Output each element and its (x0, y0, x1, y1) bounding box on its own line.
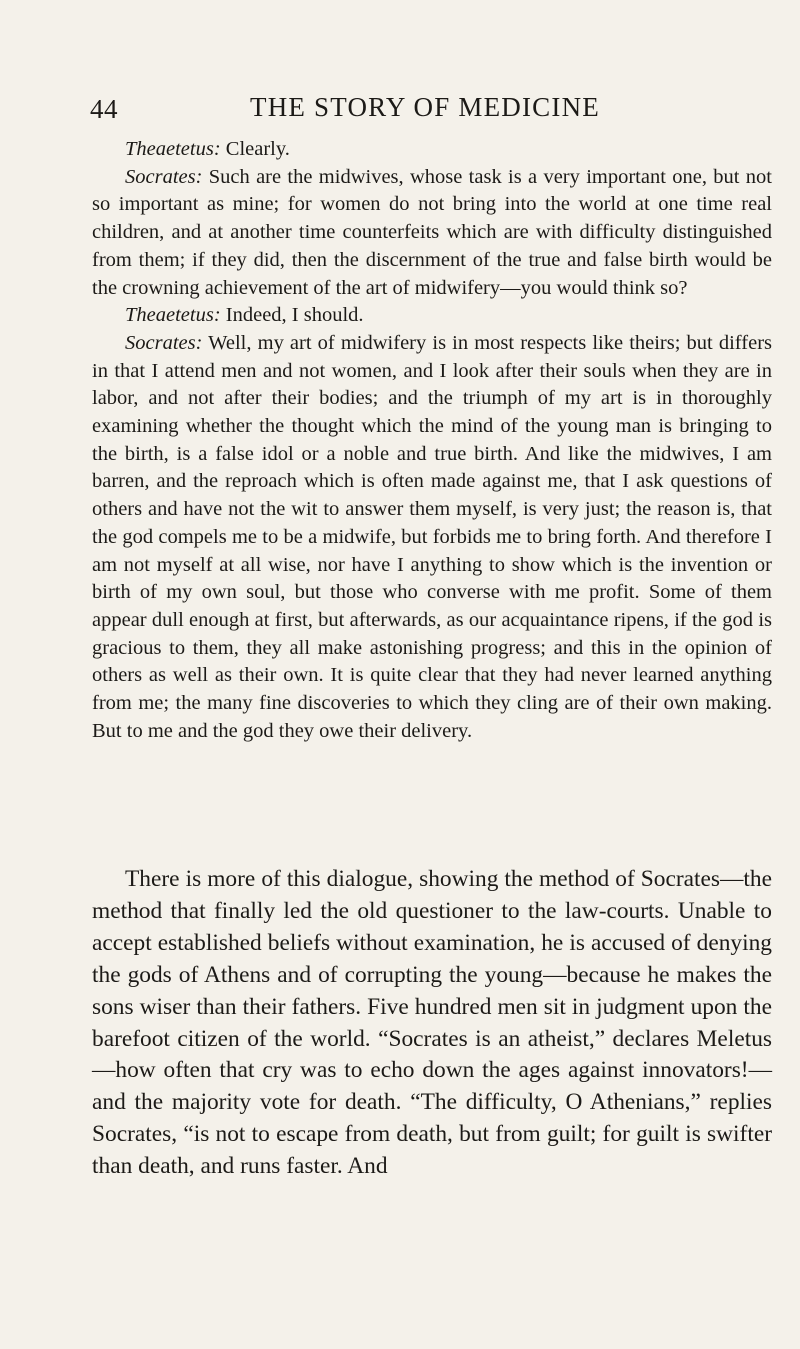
page-header (90, 90, 770, 126)
speaker-name: Socrates: (125, 331, 203, 354)
speech-text: Such are the midwives, whose task is a very important one, but not so important as mine; for women do not bring into the world at one time real children, and at another time counterfeits which are with difficulty distinguished from them; if they did, then the discernment of the true and false birth would be the crowning achievement of the art of midwifery—you would think so? (92, 165, 772, 299)
speech-text: Well, my art of midwifery is in most respects like theirs; but differs in that I attend men and not women, and I look after their souls when they are in labor, and not after their bodies; and the triumph of my art is in thoroughly examining whether the thought which the mind of the young man is bringing to the birth, is a false idol or a noble and true birth. And like the midwives, I am barren, and the reproach which is often made against me, that I ask questions of others and have not the wit to answer them myself, is very just; the reason is, that the god compels me to be a midwife, but forbids me to bring forth. And therefore I am not myself at all wise, nor have I anything to show which is the invention or birth of my own soul, but those who converse with me profit. Some of them appear dull enough at first, but afterwards, as our acquaintance ripens, if the god is gracious to them, they all make astonishing progress; and this in the opinion of others as well as their own. It is quite clear that they had never learned anything from me; the many fine discoveries to which they cling are of their own making. But to me and the god they owe their delivery. (92, 331, 772, 742)
speaker-name: Theaetetus: (125, 304, 221, 327)
dialogue-line (92, 164, 772, 303)
dialogue-line (92, 136, 772, 164)
dialogue-line (92, 330, 772, 746)
speech-text: Indeed, I should. (220, 304, 364, 327)
narrative-paragraph (92, 864, 772, 1183)
dialogue-excerpt (92, 136, 772, 745)
speaker-name: Theaetetus: (125, 138, 221, 160)
speaker-name: Socrates: (125, 165, 203, 188)
speech-text: Clearly. (220, 138, 290, 160)
page-number: 44 (90, 94, 118, 124)
running-title: THE STORY OF MEDICINE (250, 92, 600, 122)
dialogue-line (92, 302, 772, 330)
body-paragraph: There is more of this dialogue, showing the method of Socrates—the method that finally led the old questioner to the law-courts. Unable to accept established beliefs without examination, he is accused of denying the gods of Athens and of corrupting the young—because he makes the sons wiser than their fathers. Five hundred men sit in judgment upon the barefoot citizen of the world. “Socrates is an atheist,” declares Meletus —how often that cry was to echo down the ages against innovators!—and the majority vote for death. “The difficulty, O Athenians,” replies Socrates, “is not to escape from death, but from guilt; for guilt is swifter than death, and runs faster. And (92, 866, 772, 1180)
